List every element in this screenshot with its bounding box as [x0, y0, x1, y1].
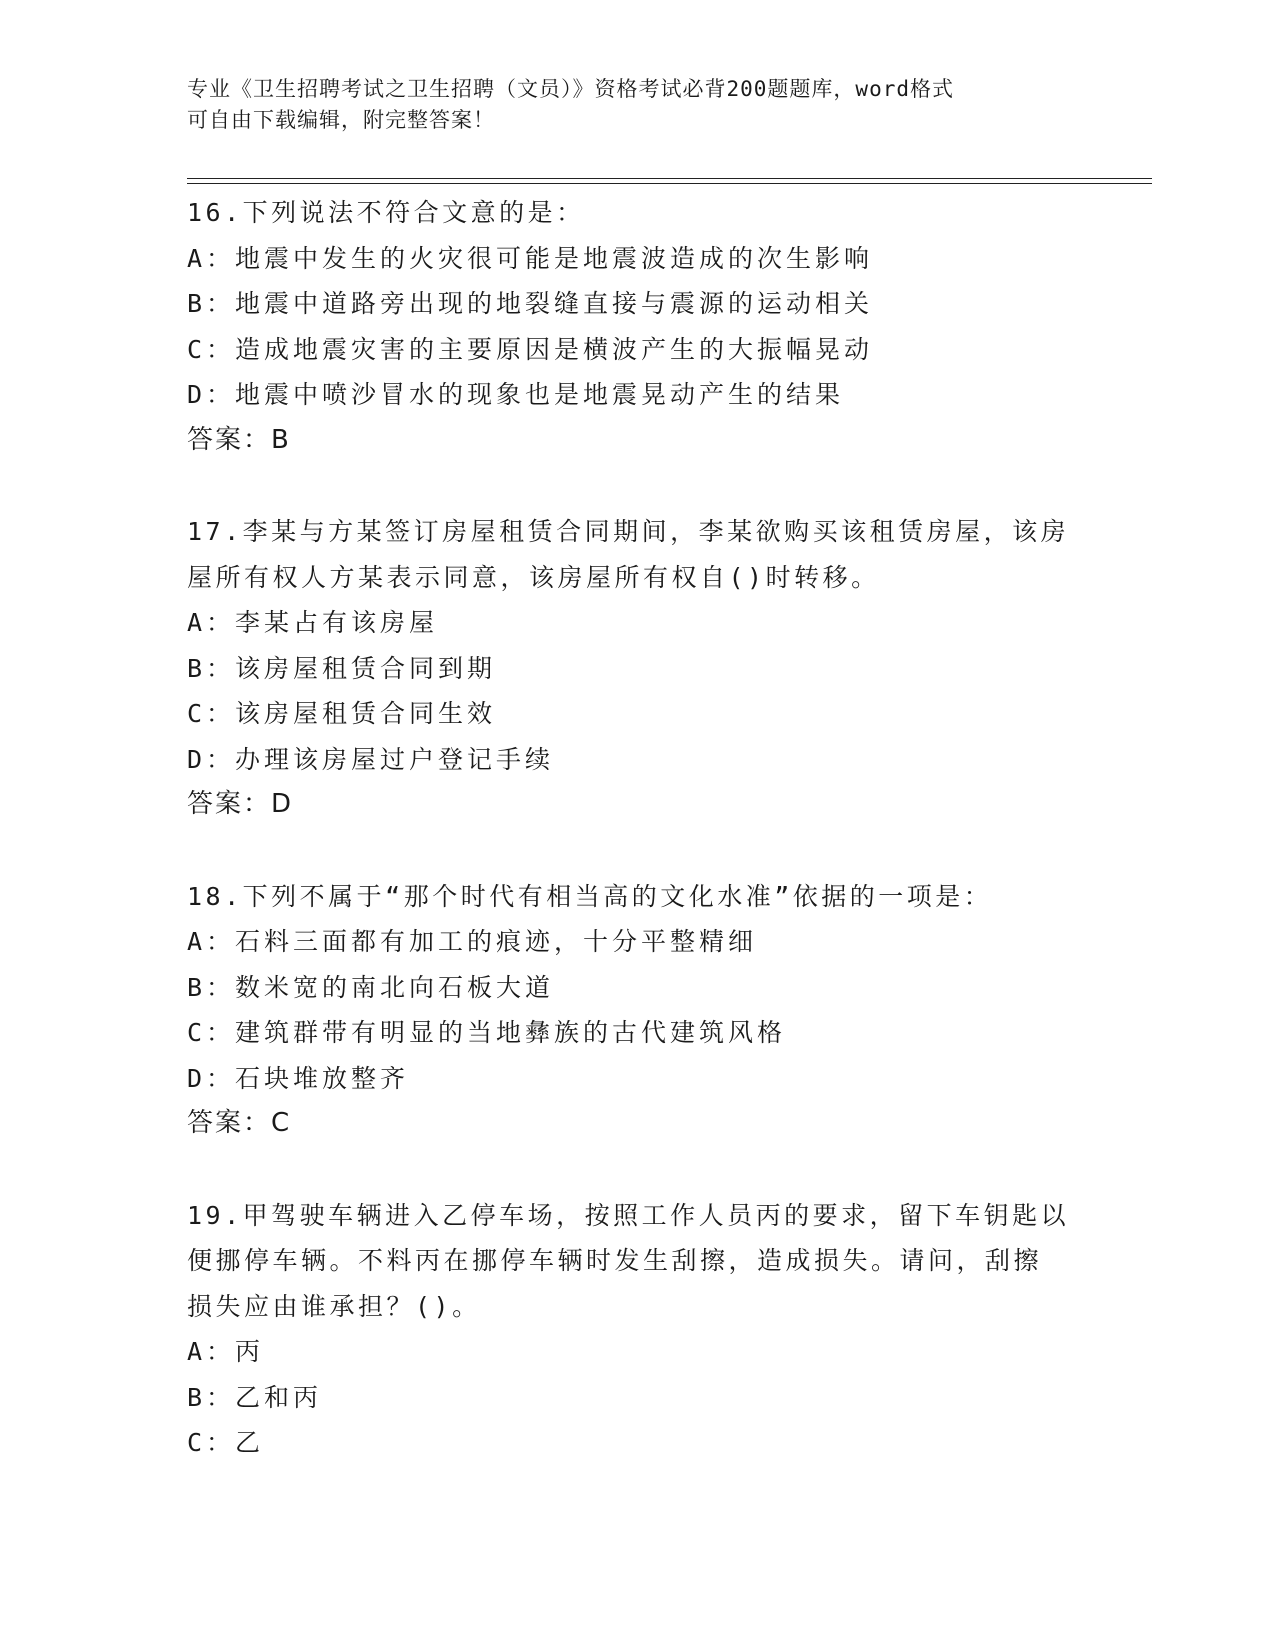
- question-19: [187, 1193, 1087, 1466]
- header-divider-top: [187, 178, 1152, 179]
- option-d: D：石块堆放整齐: [187, 1063, 410, 1093]
- option-a: A：地震中发生的火灾很可能是地震波造成的次生影响: [187, 243, 874, 273]
- answer-line: 答案：C: [187, 1108, 292, 1138]
- question-17: [187, 509, 1087, 828]
- option-b: B：乙和丙: [187, 1382, 323, 1412]
- question-16: [187, 190, 1087, 463]
- question-stem: [187, 190, 1087, 236]
- option-c: C：该房屋租赁合同生效: [187, 699, 497, 728]
- header-divider-bottom: [187, 183, 1152, 184]
- header-title-line-1: 专业《卫生招聘考试之卫生招聘（文员）》资格考试必背200题题库，word格式: [187, 77, 954, 101]
- question-stem-line: 便挪停车辆。不料丙在挪停车辆时发生刮擦，造成损失。请问，刮擦: [187, 1246, 1043, 1275]
- answer-line: 答案：B: [187, 424, 291, 455]
- option-c: C：造成地震灾害的主要原因是横波产生的大振幅晃动: [187, 334, 874, 364]
- question-18: [187, 874, 1087, 1147]
- question-list: [187, 190, 1087, 1512]
- question-stem-line: 17.李某与方某签订房屋租赁合同期间，李某欲购买该租赁房屋，该房: [187, 517, 1070, 546]
- option-b: B：该房屋租赁合同到期: [187, 653, 497, 683]
- question-stem-line: 16.下列说法不符合文意的是：: [187, 198, 585, 227]
- option-b: B：地震中道路旁出现的地裂缝直接与震源的运动相关: [187, 289, 874, 318]
- option-c: C：乙: [187, 1428, 265, 1457]
- question-stem-line: 损失应由谁承担？()。: [187, 1291, 481, 1321]
- option-b: B：数米宽的南北向石板大道: [187, 972, 555, 1002]
- question-stem-line: 19.甲驾驶车辆进入乙停车场，按照工作人员丙的要求，留下车钥匙以: [187, 1200, 1070, 1230]
- question-stem: [187, 509, 1087, 600]
- answer-line: 答案：D: [187, 789, 294, 819]
- option-a: A：李某占有该房屋: [187, 608, 439, 637]
- question-stem: [187, 1193, 1087, 1330]
- option-a: A：石料三面都有加工的痕迹，十分平整精细: [187, 927, 758, 956]
- option-c: C：建筑群带有明显的当地彝族的古代建筑风格: [187, 1018, 787, 1047]
- header-title-line-2: 可自由下载编辑，附完整答案！: [187, 108, 495, 132]
- document-header: [187, 74, 1087, 136]
- option-d: D：办理该房屋过户登记手续: [187, 744, 555, 774]
- option-a: A：丙: [187, 1337, 265, 1366]
- option-d: D：地震中喷沙冒水的现象也是地震晃动产生的结果: [187, 380, 845, 409]
- question-stem-line: 18.下列不属于“那个时代有相当高的文化水准”依据的一项是：: [187, 881, 993, 911]
- question-stem: [187, 874, 1087, 920]
- question-stem-line: 屋所有权人方某表示同意，该房屋所有权自()时转移。: [187, 562, 880, 592]
